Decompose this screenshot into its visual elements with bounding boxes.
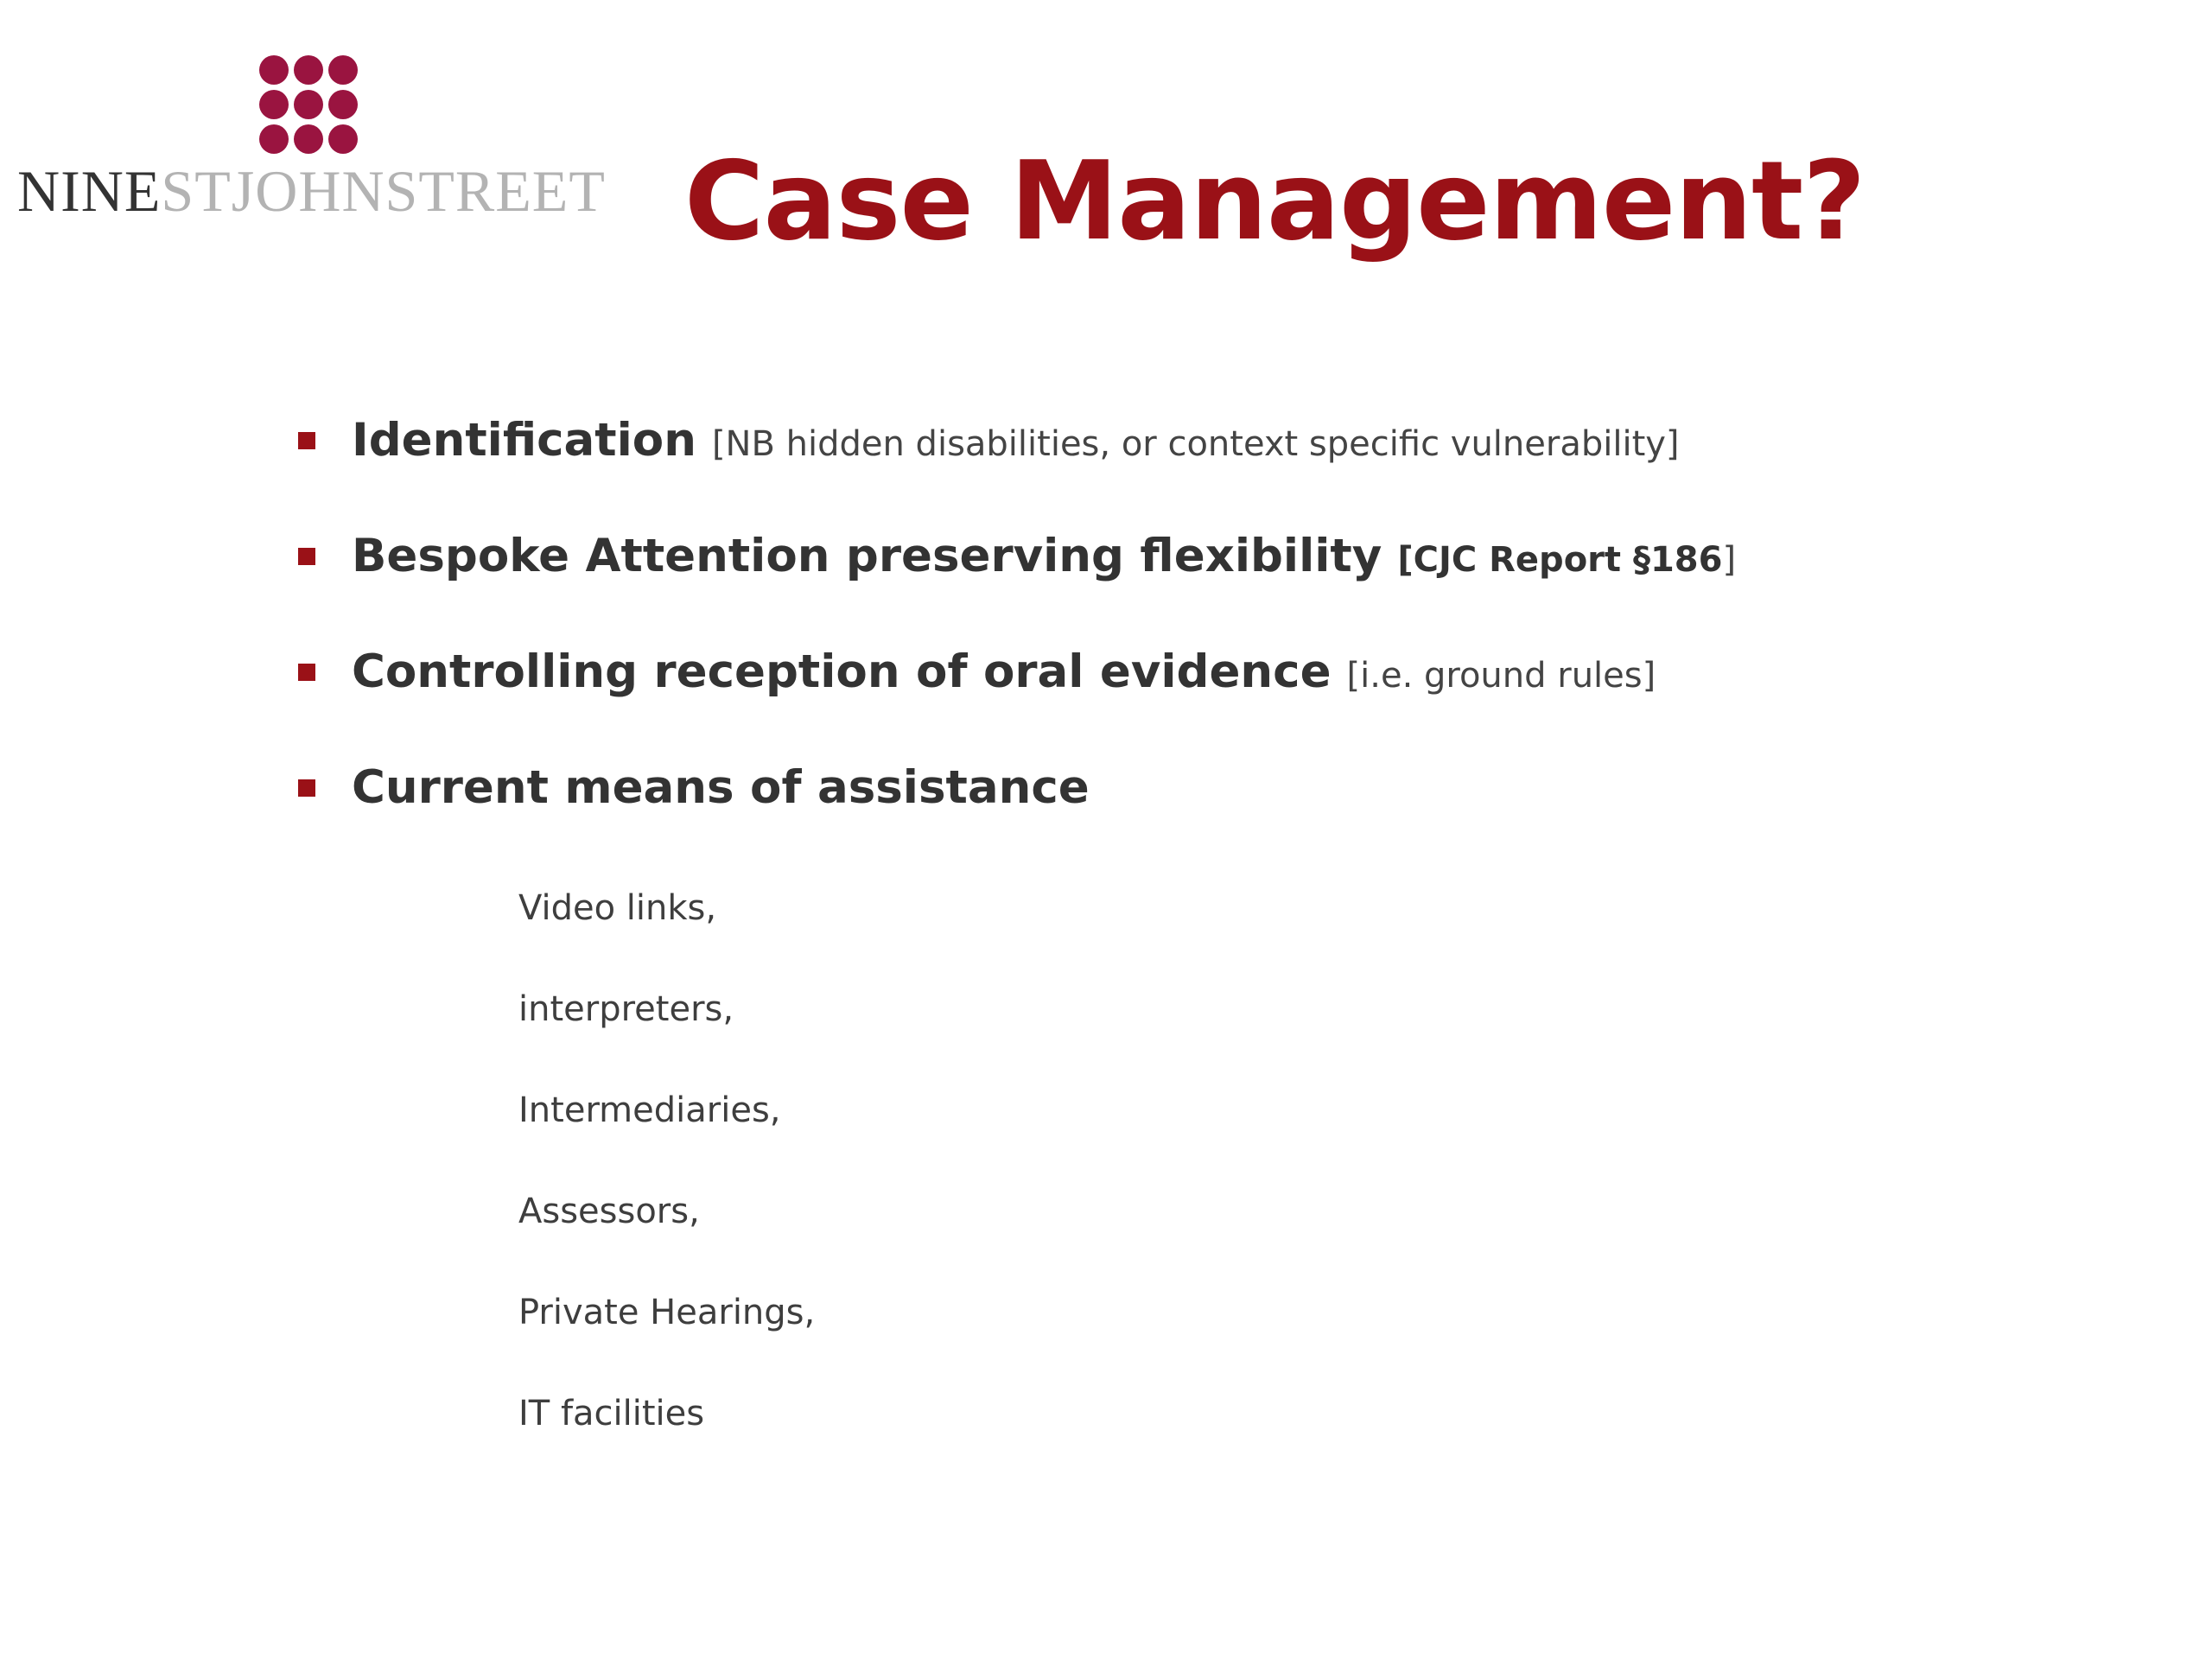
logo-dot bbox=[328, 90, 358, 119]
bullet-note-close-bracket: ] bbox=[1722, 540, 1737, 580]
logo-dot bbox=[328, 124, 358, 154]
bullet-heading: Controlling reception of oral evidence bbox=[352, 645, 1332, 698]
square-bullet-icon bbox=[298, 548, 315, 565]
assistance-sub-list bbox=[518, 886, 815, 1492]
logo-dot bbox=[328, 55, 358, 85]
logo-word-nine: NINE bbox=[17, 158, 162, 224]
square-bullet-icon bbox=[298, 779, 315, 797]
sub-item-video-links: Video links, bbox=[518, 888, 717, 928]
logo-word-st-john-street: STJOHNSTREET bbox=[161, 158, 606, 224]
sub-item-interpreters: interpreters, bbox=[518, 989, 734, 1029]
slide-title: Case Management? bbox=[684, 137, 1866, 264]
logo-dot bbox=[259, 55, 289, 85]
bullet-heading: Bespoke Attention preserving flexibility bbox=[352, 530, 1382, 582]
bullet-note: [i.e. ground rules] bbox=[1346, 656, 1656, 696]
square-bullet-icon bbox=[298, 664, 315, 681]
sub-item-it-facilities: IT facilities bbox=[518, 1394, 705, 1433]
logo-dot bbox=[259, 90, 289, 119]
bullet-note bbox=[1397, 540, 1736, 580]
bullet-note-reference: [CJC Report §186 bbox=[1397, 540, 1723, 580]
logo-dot bbox=[294, 90, 323, 119]
sub-item-private-hearings: Private Hearings, bbox=[518, 1293, 816, 1332]
square-bullet-icon bbox=[298, 432, 315, 449]
logo-dot bbox=[294, 55, 323, 85]
logo-dot bbox=[294, 124, 323, 154]
sub-item-assessors: Assessors, bbox=[518, 1192, 700, 1231]
nine-st-john-street-logo bbox=[17, 54, 613, 235]
logo-dot-grid-icon bbox=[257, 54, 378, 157]
logo-wordmark bbox=[17, 158, 606, 224]
bullet-heading: Identification bbox=[352, 414, 696, 467]
bullet-note: [NB hidden disabilities, or context specific vulnerability] bbox=[711, 424, 1680, 464]
logo-dot bbox=[259, 124, 289, 154]
sub-item-intermediaries: Intermediaries, bbox=[518, 1090, 781, 1130]
bullet-heading: Current means of assistance bbox=[352, 761, 1090, 814]
